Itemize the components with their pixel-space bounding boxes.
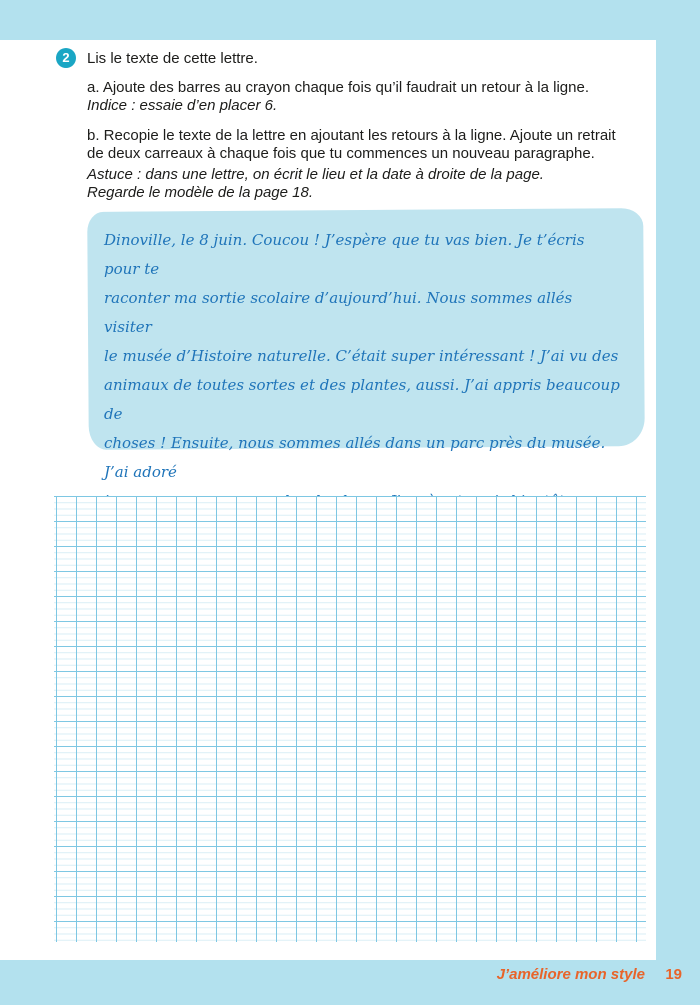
- letter-line-2: raconter ma sortie scolaire d’aujourd’hui. Nous sommes allés visiter: [104, 289, 573, 336]
- writing-grid[interactable]: [54, 496, 646, 942]
- letter-line-1: Dinoville, le 8 juin. Coucou ! J’espère que tu vas bien. Je t’écris pour te: [104, 231, 585, 278]
- letter-line-4: animaux de toutes sortes et des plantes, aussi. J’ai appris beaucoup de: [104, 376, 620, 423]
- section-label: J’améliore mon style: [496, 966, 645, 983]
- hint-b: [87, 166, 627, 202]
- exercise-title: Lis le texte de cette lettre.: [87, 50, 258, 67]
- instruction-b: b. Recopie le texte de la lettre en ajoutant les retours à la ligne. Ajoute un retrait de deux carreaux à chaque fois que tu commences un nouveau paragraphe.: [87, 127, 616, 162]
- instruction-a: a. Ajoute des barres au crayon chaque fois qu’il faudrait un retour à la ligne.: [87, 79, 589, 96]
- exercise-number-badge: 2: [56, 48, 76, 68]
- page-number: 19: [665, 966, 682, 983]
- hint-b-line-1: Astuce : dans une lettre, on écrit le lieu et la date à droite de la page.: [87, 166, 544, 183]
- letter-line-3: le musée d’Histoire naturelle. C’était super intéressant ! J’ai vu des: [104, 347, 619, 365]
- letter-line-5: choses ! Ensuite, nous sommes allés dans un parc près du musée. J’ai adoré: [104, 434, 606, 481]
- hint-b-line-2: Regarde le modèle de la page 18.: [87, 184, 313, 201]
- hint-a: Indice : essaie d’en placer 6.: [87, 97, 278, 114]
